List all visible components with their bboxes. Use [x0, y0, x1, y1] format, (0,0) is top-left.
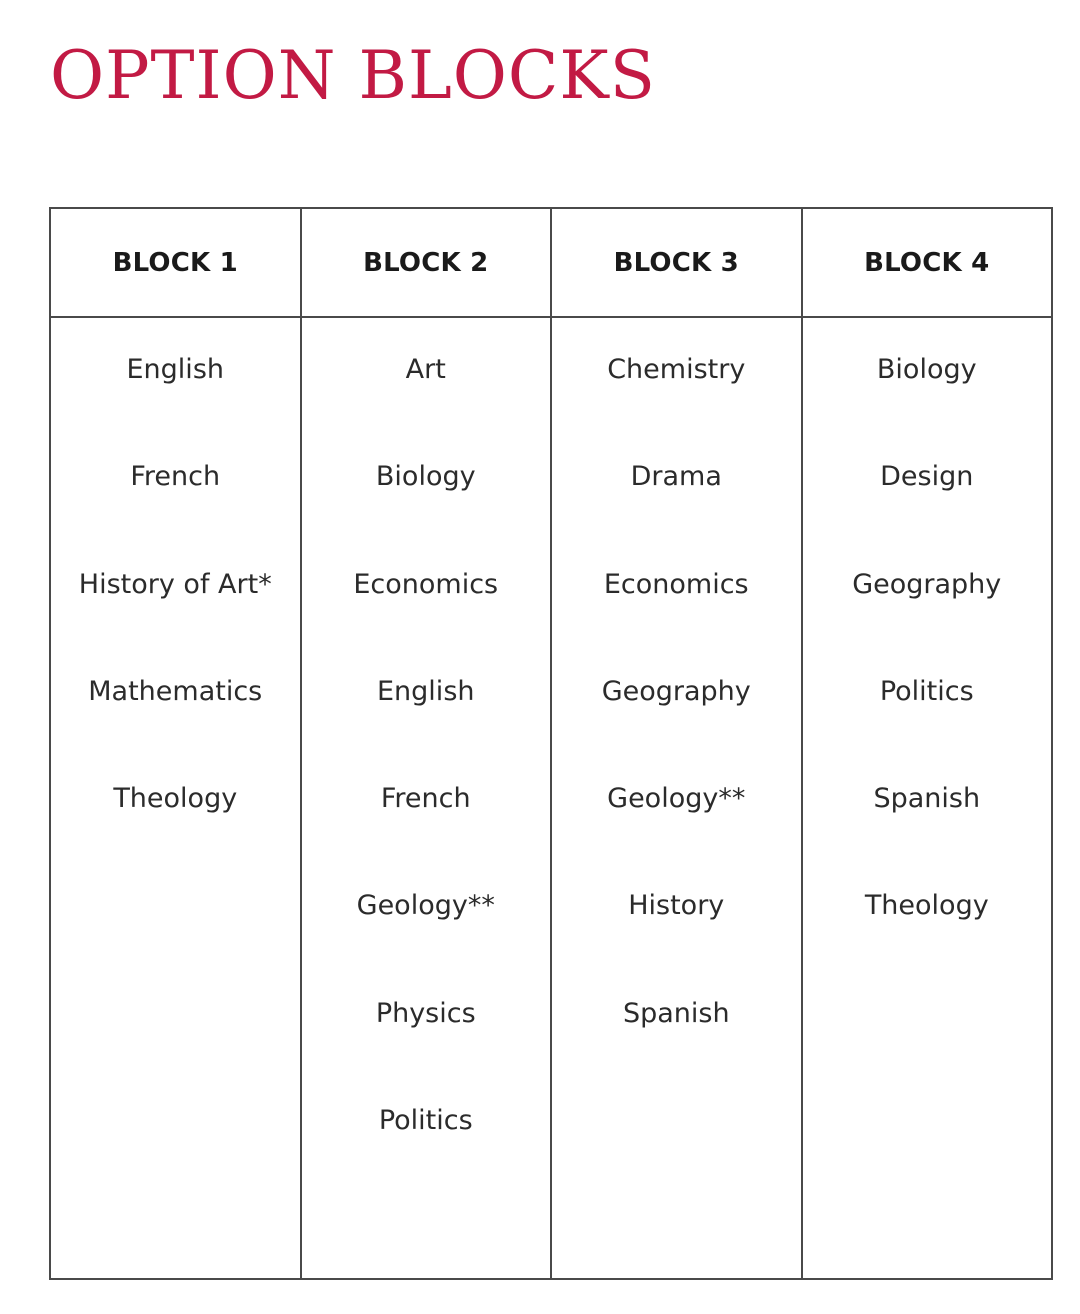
subject-cell: Biology: [375, 461, 476, 493]
option-blocks-table: [49, 207, 1053, 1280]
subject-cell: Theology: [864, 890, 989, 922]
subject-cell: Economics: [353, 568, 499, 600]
subject-cell: Physics: [375, 997, 476, 1029]
block-3-header: BLOCK 3: [550, 209, 801, 316]
subject-cell: Geography: [601, 675, 751, 707]
subject-cell: History: [628, 890, 725, 922]
block-1-header: BLOCK 1: [112, 247, 238, 278]
block-3-column: [550, 318, 801, 1278]
block-2-column: [300, 318, 551, 1278]
subject-cell: Drama: [630, 461, 722, 493]
block-4-column: [801, 318, 1052, 1278]
subject-cell: Biology: [876, 354, 977, 385]
subject-cell: Politics: [378, 1105, 473, 1137]
subject-cell: Spanish: [622, 997, 730, 1029]
subject-cell: Geology**: [356, 890, 495, 922]
page-title: OPTION BLOCKS: [50, 37, 656, 114]
subject-cell: French: [380, 783, 471, 815]
table-header-row: [51, 209, 1051, 318]
subject-cell: Theology: [113, 783, 238, 815]
subject-cell: Design: [880, 461, 974, 493]
subject-cell: Spanish: [873, 783, 981, 815]
block-2-header: BLOCK 2: [300, 209, 551, 316]
subject-cell: Chemistry: [607, 354, 746, 385]
subject-cell: Art: [405, 354, 446, 385]
subject-cell: Politics: [879, 675, 974, 707]
subject-cell: Mathematics: [88, 675, 263, 707]
subject-cell: Economics: [603, 568, 749, 600]
subject-cell: French: [130, 461, 221, 493]
subject-cell: History of Art*: [78, 568, 272, 600]
block-4-header: BLOCK 4: [801, 209, 1052, 316]
subject-cell: Geology**: [607, 783, 746, 815]
subject-cell: Geography: [852, 568, 1002, 600]
subject-cell: English: [126, 354, 224, 385]
table-body-row: [51, 318, 1051, 1278]
subject-cell: English: [377, 675, 475, 707]
block-1-column: [51, 318, 300, 1278]
